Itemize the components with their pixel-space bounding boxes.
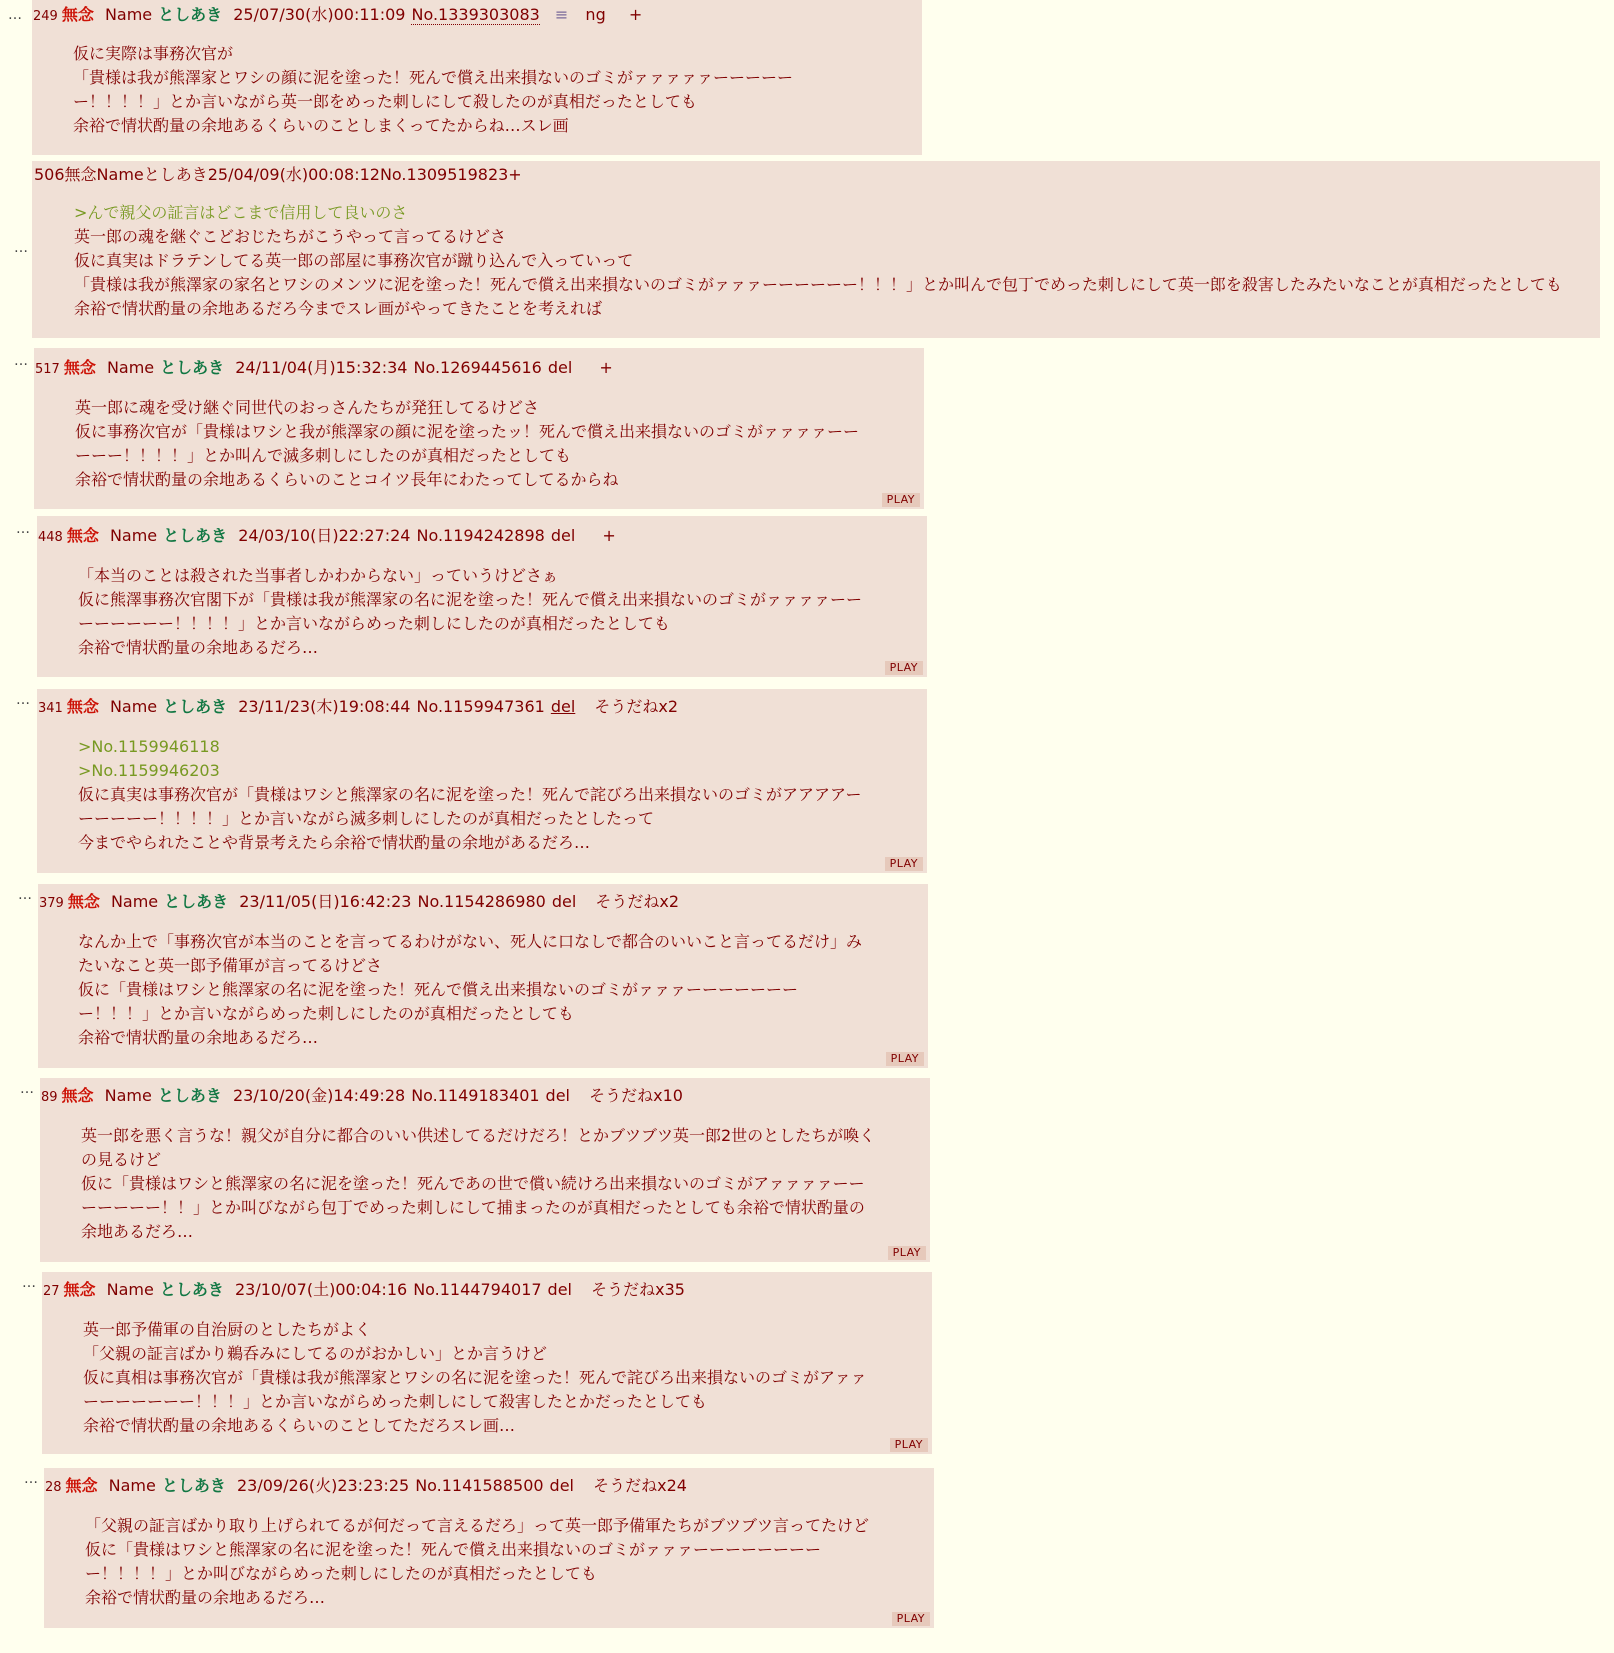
post-line: 仮に「貴様はワシと熊澤家の名に泥を塗った！死んであの世で償い続けろ出来損ないのゴミがアァァァァーー (81, 1174, 865, 1193)
post-body (81, 1124, 875, 1244)
quote-line: >んで親父の証言はどこまで信用して良いのさ (74, 203, 408, 222)
sodane-button[interactable]: そうだねx24 (593, 1476, 687, 1495)
sodane-button[interactable]: そうだねx35 (591, 1280, 685, 1299)
post-subject: 無念 (65, 1476, 98, 1495)
post-subject: 無念 (66, 697, 99, 716)
post-date: 23/10/07(土)00:04:16 (234, 1280, 408, 1299)
name-label: Name (106, 358, 155, 377)
post-line: 仮に熊澤事務次官閣下が「貴様は我が熊澤家の名に泥を塗った！死んで償え出来損ないのゴミがァァァァーー (78, 590, 863, 609)
post-date: 25/07/30(水)00:11:09 (233, 5, 406, 24)
post-no-link[interactable]: No.1144794017 (413, 1280, 542, 1299)
post-header (34, 165, 522, 185)
name-label: Name (108, 1476, 156, 1495)
del-link[interactable]: del (551, 892, 577, 911)
post-number: 89 (41, 1090, 58, 1105)
post-menu-dots[interactable]: … (16, 692, 31, 708)
post-line: 仮に事務次官が「貴様はワシと我が熊澤家の顔に泥を塗ったッ！死んで償え出来損ないのゴミがァァァァーー (75, 422, 860, 441)
post-line: 「本当のことは殺された当事者しかわからない」っていうけどさぁ (78, 566, 559, 585)
post-line: ー！！！！」とか言いながら英一郎をめった刺しにして殺したのが真相だったとしても (73, 92, 697, 111)
post-header (38, 526, 622, 548)
post-date: 23/09/26(火)23:23:25 (236, 1476, 410, 1495)
post-reply (37, 689, 927, 873)
post-header (43, 1280, 691, 1302)
post-line: たいなこと英一郎予備軍が言ってるけどさ (78, 956, 383, 975)
post-line: 余裕で情状酌量の余地あるくらいのことコイツ長年にわたってしてるからね (75, 470, 619, 489)
post-reply (37, 516, 927, 677)
post-line: 余地あるだろ… (81, 1222, 194, 1241)
name-label: Name (109, 697, 158, 716)
post-line: 今までやられたことや背景考えたら余裕で情状酌量の余地があるだろ… (78, 833, 591, 852)
post-body (83, 1318, 867, 1438)
post-body (74, 201, 1562, 321)
name-label: Name (106, 1280, 154, 1299)
post-date: 24/11/04(月)15:32:34 (235, 358, 408, 377)
post-line: 仮に真実はドラテンしてる英一郎の部屋に事務次官が蹴り込んで入っていって (74, 251, 634, 270)
post-no-link[interactable]: No.1339303083 (411, 5, 540, 24)
post-line: 仮に真実は事務次官が「貴様はワシと熊澤家の名に泥を塗った！死んで詫びろ出来損ないのゴミがアアアアー (78, 785, 862, 804)
post-line: 余裕で情状酌量の余地あるだろ… (78, 638, 319, 657)
post-body (85, 1514, 869, 1610)
plus-link[interactable]: + (599, 358, 613, 377)
post-number: 28 (45, 1480, 62, 1495)
post-date: 23/10/20(金)14:49:28 (232, 1086, 406, 1105)
sodane-button[interactable]: そうだねx2 (594, 697, 679, 716)
post-line: ーーーーー！！！！」とか言いながら滅多刺しにしたのが真相だったとしたって (78, 809, 655, 828)
sodane-button[interactable]: そうだねx10 (589, 1086, 683, 1105)
post-line: 「貴様は我が熊澤家の家名とワシのメンツに泥を塗った！死んで償え出来損ないのゴミがァァァーーーーーー！！！」とか叫んで包丁でめった刺しにして英一郎を殺害したみたいなことが真相だったとしても (74, 275, 1562, 294)
quote-line[interactable]: >No.1159946118 (78, 737, 220, 756)
name-label: Name (104, 1086, 152, 1105)
name-label: Name (109, 526, 158, 545)
post-subject: 無念 (63, 1280, 96, 1299)
quote-line[interactable]: >No.1159946203 (78, 761, 220, 780)
post-body (78, 564, 862, 660)
play-button[interactable]: PLAY (885, 857, 923, 871)
post-body (75, 396, 859, 492)
del-link[interactable]: del (547, 1280, 572, 1299)
post-reply (32, 161, 1600, 338)
post-header (38, 697, 684, 719)
post-body (73, 42, 793, 138)
post-line: 余裕で情状酌量の余地あるだろ… (78, 1028, 319, 1047)
post-line: 「貴様は我が熊澤家とワシの顔に泥を塗った！死んで償え出来損ないのゴミがァァァァァーーーーー (73, 68, 794, 87)
post-line: 仮に「貴様はワシと熊澤家の名に泥を塗った！死んで償え出来損ないのゴミがァァァーーーーーーー (78, 980, 799, 999)
post-menu-dots[interactable]: … (14, 240, 29, 256)
post-menu-dots[interactable]: … (14, 353, 29, 369)
post-line: ーーーーー！！」とか叫びながら包丁でめった刺しにして捕まったのが真相だったとしても余裕で情状酌量の (81, 1198, 865, 1217)
post-subject: 無念 (63, 358, 96, 377)
name-label: Name (110, 892, 159, 911)
name-label: Name (104, 5, 153, 24)
plus-link[interactable]: + (602, 526, 616, 545)
ng-link[interactable]: ng (585, 5, 606, 24)
poster-name: としあき (164, 892, 229, 911)
post-subject: 無念 (66, 526, 99, 545)
post-body (78, 930, 862, 1050)
post-line: ー！！！！」とか叫びながらめった刺しにしたのが真相だったとしても (85, 1564, 597, 1583)
post-line: ー！！！」とか言いながらめった刺しにしたのが真相だったとしても (78, 1004, 574, 1023)
post-menu-dots[interactable]: … (20, 1081, 35, 1097)
post-header (39, 892, 685, 914)
post-line: 余裕で情状酌量の余地あるくらいのことしてただろスレ画… (83, 1416, 516, 1435)
post-reply (42, 1272, 932, 1454)
post-header (45, 1476, 693, 1498)
post-number: 249 (33, 9, 58, 24)
post-line: 余裕で情状酌量の余地あるくらいのことしまくってたからね…スレ画 (73, 116, 569, 135)
post-menu-dots[interactable]: … (22, 1275, 37, 1291)
post-line: 余裕で情状酌量の余地あるだろ今までスレ画がやってきたことを考えれば (74, 299, 603, 318)
post-header (35, 358, 619, 380)
play-button[interactable]: PLAY (888, 1246, 926, 1260)
play-button[interactable]: PLAY (885, 661, 923, 675)
post-menu-dots[interactable]: … (24, 1471, 39, 1487)
post-date: 23/11/05(日)16:42:23 (239, 892, 412, 911)
poster-name: としあき (158, 5, 223, 24)
play-button[interactable]: PLAY (882, 493, 920, 507)
play-button[interactable]: PLAY (892, 1612, 930, 1626)
post-line: ーーーーーー！！！！」とか言いながらめった刺しにしたのが真相だったとしても (78, 614, 670, 633)
post-reply (32, 0, 922, 155)
poster-name: としあき (157, 1086, 222, 1105)
post-header (41, 1086, 689, 1108)
post-subject: 無念 (67, 892, 100, 911)
post-number: 341 (38, 701, 63, 716)
post-no-link[interactable]: No.1159947361 (416, 697, 545, 716)
post-header-text: 506無念Nameとしあき25/04/09(水)00:08:12No.1309519823+ (34, 165, 522, 184)
post-date: 24/03/10(日)22:27:24 (238, 526, 411, 545)
post-line: ーーー！！！！」とか叫んで滅多刺しにしたのが真相だったとしても (75, 446, 572, 465)
post-line: 仮に真相は事務次官が「貴様は我が熊澤家とワシの名に泥を塗った！死んで詫びろ出来損ないのゴミがアァァ (83, 1368, 867, 1387)
post-line: の見るけど (81, 1150, 162, 1169)
poster-name: としあき (160, 358, 225, 377)
post-no-link[interactable]: No.1269445616 (413, 358, 542, 377)
del-link[interactable]: del (549, 1476, 574, 1495)
post-line: 「父親の証言ばかり取り上げられてるが何だって言えるだろ」って英一郎予備軍たちがブツブツ言ってたけど (85, 1516, 870, 1535)
post-no-link[interactable]: No.1194242898 (416, 526, 545, 545)
post-subject: 無念 (61, 1086, 94, 1105)
post-no-link[interactable]: No.1154286980 (417, 892, 546, 911)
post-number: 517 (35, 362, 60, 377)
post-line: 英一郎を悪く言うな！親父が自分に都合のいい供述してるだけだろ！とかブツブツ英一郎2世のとしたちが喚く (81, 1126, 876, 1145)
sodane-button[interactable]: そうだねx2 (595, 892, 680, 911)
del-link[interactable]: del (550, 697, 576, 716)
post-header (33, 5, 648, 27)
post-line: 仮に「貴様はワシと熊澤家の名に泥を塗った！死んで償え出来損ないのゴミがァァァーーーーーーーー (85, 1540, 822, 1559)
play-button[interactable]: PLAY (886, 1052, 924, 1066)
post-number: 448 (38, 530, 63, 545)
post-line: 英一郎に魂を受け継ぐ同世代のおっさんたちが発狂してるけどさ (75, 398, 540, 417)
post-reply (44, 1468, 934, 1628)
post-line: なんか上で「事務次官が本当のことを言ってるわけがない、死人に口なしで都合のいいこと言ってるだけ」み (78, 932, 863, 951)
del-link[interactable]: del (545, 1086, 570, 1105)
post-subject: 無念 (61, 5, 94, 24)
post-reply (38, 884, 928, 1068)
post-line: 余裕で情状酌量の余地あるだろ… (85, 1588, 326, 1607)
post-menu-dots[interactable]: … (8, 7, 23, 23)
play-button[interactable]: PLAY (890, 1438, 928, 1452)
poster-name: としあき (163, 697, 228, 716)
post-no-link[interactable]: No.1149183401 (411, 1086, 540, 1105)
del-link[interactable]: del (550, 526, 576, 545)
poster-name: としあき (163, 526, 228, 545)
post-body (78, 735, 862, 855)
plus-link[interactable]: + (628, 5, 643, 24)
post-line: ーーーーーーー！！！」とか言いながらめった刺しにして殺害したとかだったとしても (83, 1392, 707, 1411)
post-date: 23/11/23(木)19:08:44 (238, 697, 411, 716)
post-number: 379 (39, 896, 64, 911)
post-no-link[interactable]: No.1141588500 (415, 1476, 544, 1495)
post-number: 27 (43, 1284, 60, 1299)
post-reply (40, 1078, 930, 1262)
list-icon[interactable]: ≡ (554, 5, 569, 24)
del-link[interactable]: del (547, 358, 573, 377)
poster-name: としあき (159, 1280, 224, 1299)
post-line: 仮に実際は事務次官が (73, 44, 234, 63)
post-reply (34, 348, 924, 509)
post-menu-dots[interactable]: … (16, 521, 31, 537)
poster-name: としあき (161, 1476, 226, 1495)
post-menu-dots[interactable]: … (18, 887, 33, 903)
post-line: 「父親の証言ばかり鵜呑みにしてるのがおかしい」とか言うけど (83, 1344, 548, 1363)
post-line: 英一郎の魂を継ぐこどおじたちがこうやって言ってるけどさ (74, 227, 507, 246)
post-line: 英一郎予備軍の自治厨のとしたちがよく (83, 1320, 372, 1339)
